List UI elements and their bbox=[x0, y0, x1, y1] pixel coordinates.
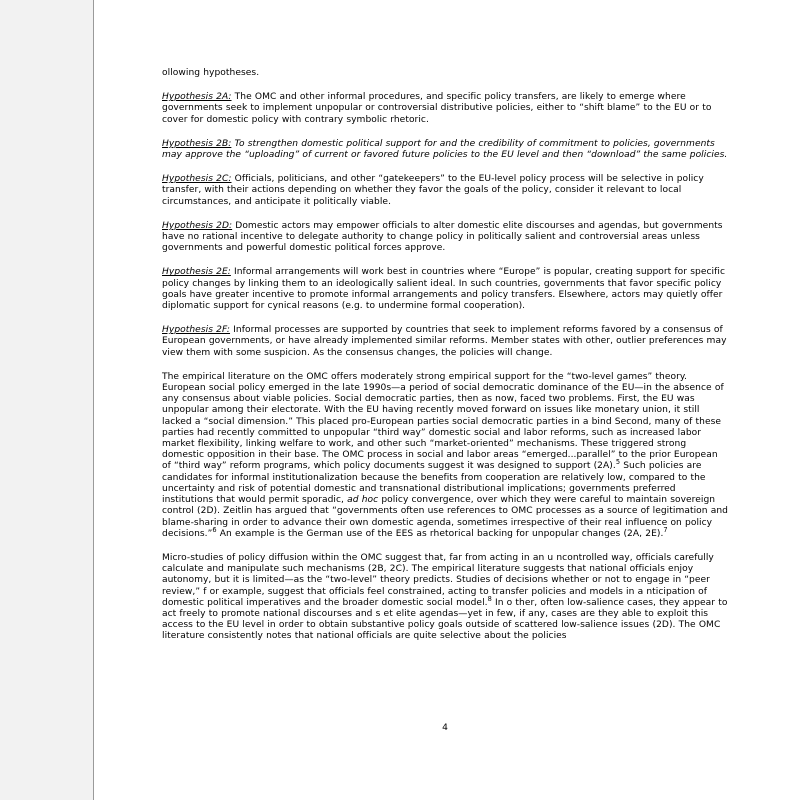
paragraph-hypothesis-2a bbox=[162, 92, 728, 126]
page-sheet bbox=[94, 0, 800, 800]
paragraph-text: ollowing hypotheses. bbox=[162, 68, 260, 78]
hypothesis-label: Hypothesis 2C: bbox=[162, 174, 232, 185]
paragraph-hypothesis-2d bbox=[162, 221, 728, 255]
paragraph-body-micro-studies bbox=[162, 553, 728, 643]
hypothesis-label: Hypothesis 2A: bbox=[162, 92, 232, 103]
hypothesis-label: Hypothesis 2B: bbox=[162, 138, 232, 149]
paragraph-text: The empirical literature on the OMC offers moderately strong empirical support for the “two-level games” theory. European social policy emerged in the late 1990s—a period of social democratic dominance of the EU—in the absence of any consensus about viable policies. Social democratic parties, then as now, faced two problems. First, the EU was unpopular among their electorate. With the EU having recently moved forward on issues like monetary union, it still lacked a “social dimension.” This placed pro-European parties social democratic parties in a bind Second, many of these parties had recently committed to unpopular “third way” domestic social and labor reforms, such as increased labor market flexibility, linking welfare to work, and other such “market-oriented” mechanisms. These triggered strong domestic opposition in their base. The OMC process in social and labor areas “emerged...parallel” to the prior European of “third way” reform programs, which policy documents suggest it was designed to support (2A). bbox=[162, 371, 724, 472]
footnote-marker: 5 bbox=[615, 458, 621, 467]
paragraph-text-continued: policy convergence, over which they were careful to maintain sovereign control (2D). Zeitlin has argued that “governments often use references to OMC processes as a source of legitimation and blame-sharing in order to advance their own domestic agenda, sometimes irrespective of their real influence on policy decisions.” bbox=[162, 495, 729, 539]
paragraph-text-continued: Such policies are candidates for informal institutionalization because the benefits from cooperation are relatively low, compared to the uncertainty and risk of potential domestic and transnational distributional implications; governments preferred institutions that would permit sporadic, bbox=[162, 461, 706, 506]
page-gutter bbox=[0, 0, 94, 800]
paragraph-text: The OMC and other informal procedures, and specific policy transfers, are likely to emerge where governments seek to implement unpopular or controversial distributive policies, either to “shift blame” to the EU or to cover for domestic policy with contrary symbolic rhetoric. bbox=[162, 92, 712, 125]
paragraph-text: Officials, politicians, and other “gatekeepers” to the EU-level policy process will be selective in policy transfer, with their actions depending on whether they favor the goals of the policy, consider it relevant to local circumstances, and anticipate it politically viable. bbox=[162, 174, 704, 207]
paragraph-text: Informal processes are supported by countries that seek to implement reforms favored by a consensus of European governments, or have already implemented similar reforms. Member states with other, outlier preferences may view them with some suspicion. As the consensus changes, the policies will change. bbox=[162, 325, 727, 358]
paragraph-text: To strengthen domestic political support for and the credibility of commitment to policies, governments may approve the “uploading” of current or favored future policies to the EU level and then “download” the same policies. bbox=[162, 138, 728, 161]
paragraph-text: Micro-studies of policy diffusion within the OMC suggest that, far from acting in an u ncontrolled way, officials carefully calculate and manipulate such mechanisms (2B, 2C). The empirical literature suggests that national officials enjoy autonomy, but it is limited—as the “two-level” theory predicts. Studies of decisions whether or not to engage in “peer review,” f or example, suggest that officials feel constrained, acting to transfer policies and models in a nticipation of domestic political imperatives and the broader domestic social model. bbox=[162, 552, 714, 608]
hypothesis-label: Hypothesis 2F: bbox=[162, 325, 231, 336]
paragraph-hypothesis-2f bbox=[162, 325, 728, 359]
paragraph-hypothesis-2c bbox=[162, 174, 728, 208]
paragraph-hypothesis-2b bbox=[162, 139, 728, 161]
hypothesis-label: Hypothesis 2E: bbox=[162, 267, 231, 278]
document-body bbox=[162, 68, 729, 733]
paragraph-body-omc-literature bbox=[162, 372, 728, 540]
footnote-marker: 7 bbox=[663, 525, 668, 534]
paragraph-text-continued: In o ther, often low-salience cases, they appear to act freely to promote national discourses and s et elite agendas—yet in few, if any, cases are they able to exploit this access to the EU level in order to obtain substantive policy goals outside of scattered low-salience issues (2D). The OMC literature consistently notes that national officials are quite selective about the policies bbox=[162, 597, 728, 642]
paragraph-text: Domestic actors may empower officials to alter domestic elite discourses and agendas, but governments have no rational incentive to delegate authority to change policy in politically salient and controversial areas unless governments and powerful domestic political forces approve. bbox=[162, 220, 723, 254]
paragraph-text: Informal arrangements will work best in countries where “Europe” is popular, creating support for specific policy changes by linking them to an ideologically salient ideal. In such countries, governments that favor specific policy goals have greater incentive to promote informal arrangements and policy transfers. Elsewhere, actors may quietly offer diplomatic support for cynical reasons (e.g. to undermine formal cooperation). bbox=[162, 267, 725, 312]
page-number: 4 bbox=[442, 723, 448, 733]
latin-phrase: ad hoc bbox=[347, 495, 379, 506]
hypothesis-label: Hypothesis 2D: bbox=[162, 220, 233, 231]
paragraph-intro bbox=[162, 68, 728, 79]
paragraph-text-continued: An example is the German use of the EES as rhetorical backing for unpopular changes (2A, 2E). bbox=[216, 528, 664, 539]
footnote-marker: 8 bbox=[487, 594, 492, 603]
paragraph-hypothesis-2e bbox=[162, 267, 728, 312]
footnote-marker: 6 bbox=[212, 525, 217, 534]
